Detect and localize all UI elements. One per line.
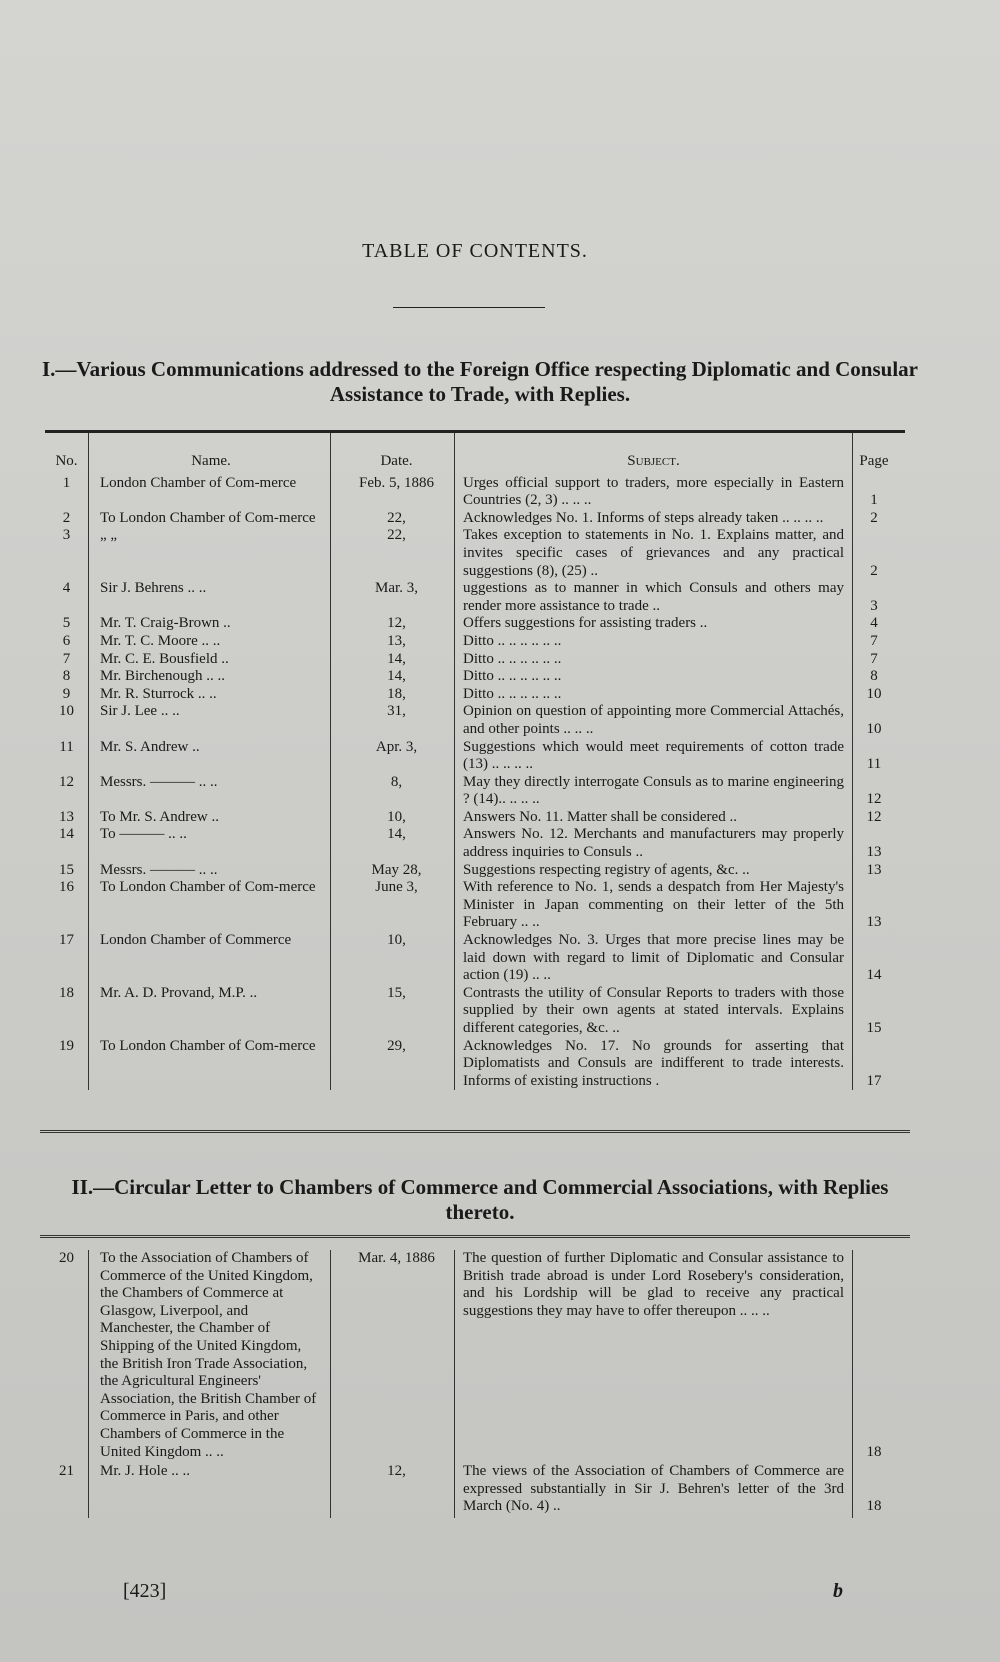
entry-number: 12 — [59, 773, 74, 790]
table-row — [45, 1038, 895, 1091]
entry-number: 20 — [59, 1250, 74, 1266]
entry-page: 18 — [853, 1250, 896, 1463]
entry-name: Sir J. Lee .. .. — [89, 703, 331, 738]
entry-number: 4 — [62, 580, 71, 597]
entry-name: Mr. T. Craig-Brown .. — [89, 615, 331, 633]
entry-page: 12 — [853, 809, 896, 827]
table-row — [45, 615, 895, 633]
table-row — [45, 809, 895, 827]
entry-number: 3 — [62, 527, 71, 544]
entry-number: 6 — [62, 632, 71, 649]
entry-name: Mr. A. D. Provand, M.P. .. — [89, 985, 331, 1038]
entry-name: To ——— .. .. — [89, 826, 331, 861]
entry-number: 13 — [59, 808, 74, 825]
entry-date: 14, — [331, 826, 455, 861]
entry-subject: Suggestions which would meet requirements of cotton trade (13) .. .. .. .. — [455, 739, 853, 774]
entry-subject: Suggestions respecting registry of agents, &c. .. — [455, 862, 853, 880]
table-row — [45, 985, 895, 1038]
entry-name: To Mr. S. Andrew .. — [89, 809, 331, 827]
entry-date: Apr. 3, — [331, 739, 455, 774]
entry-name: London Chamber of Commerce — [89, 932, 331, 985]
entry-name: Mr. R. Sturrock .. .. — [89, 686, 331, 704]
column-header-name: Name. — [89, 433, 331, 475]
entry-date: 15, — [331, 985, 455, 1038]
entry-name: Mr. S. Andrew .. — [89, 739, 331, 774]
entry-page: 18 — [853, 1463, 896, 1518]
column-header-date: Date. — [331, 433, 455, 475]
entry-subject: Ditto .. .. .. .. .. .. — [455, 686, 853, 704]
entry-date: 13, — [331, 633, 455, 651]
table-row — [45, 527, 895, 580]
entry-name: To London Chamber of Com-merce — [89, 510, 331, 528]
entry-number: 18 — [59, 984, 74, 1001]
entry-name: Sir J. Behrens .. .. — [89, 580, 331, 615]
entry-subject: Ditto .. .. .. .. .. .. — [455, 633, 853, 651]
entry-page: 13 — [853, 862, 896, 880]
table-row — [45, 580, 895, 615]
entry-subject: The views of the Association of Chambers of Commerce are expressed substantially in Sir J. Behren's letter of the 3rd March (No. 4) .. — [455, 1463, 853, 1518]
entry-date: 14, — [331, 651, 455, 669]
entry-name: Mr. T. C. Moore .. .. — [89, 633, 331, 651]
table-bottom-rule — [40, 1130, 910, 1133]
table-row — [45, 739, 895, 774]
table-row — [45, 633, 895, 651]
entry-name: Mr. Birchenough .. .. — [89, 668, 331, 686]
entry-page: 10 — [853, 703, 896, 738]
entry-subject: Answers No. 11. Matter shall be considered .. — [455, 809, 853, 827]
section-2-top-rule — [40, 1235, 910, 1238]
entry-subject: Urges official support to traders, more especially in Eastern Countries (2, 3) .. .. .. — [455, 475, 853, 510]
contents-table-section-1 — [45, 433, 895, 1090]
entry-page: 12 — [853, 774, 896, 809]
page-title: TABLE OF CONTENTS. — [362, 240, 588, 262]
entry-number: 2 — [62, 509, 71, 526]
entry-name: Messrs. ——— .. .. — [89, 862, 331, 880]
entry-date: Mar. 3, — [331, 580, 455, 615]
signature-mark: [423] — [123, 1580, 167, 1602]
table-row — [45, 932, 895, 985]
entry-number: 11 — [59, 738, 74, 755]
entry-subject: May they directly interrogate Consuls as to marine engineering ? (14).. .. .. .. — [455, 774, 853, 809]
entry-date: 29, — [331, 1038, 455, 1091]
entry-page: 10 — [853, 686, 896, 704]
entry-subject: Answers No. 12. Merchants and manufacturers may properly address inquiries to Consuls .. — [455, 826, 853, 861]
entry-page: 13 — [853, 826, 896, 861]
column-header-subject: Subject. — [455, 433, 853, 475]
entry-page: 8 — [853, 668, 896, 686]
entry-date: June 3, — [331, 879, 455, 932]
entry-page: 2 — [853, 527, 896, 580]
entry-date: 31, — [331, 703, 455, 738]
table-row — [45, 826, 895, 861]
entry-number: 14 — [59, 826, 74, 843]
entry-date: 10, — [331, 809, 455, 827]
entry-date: 8, — [331, 774, 455, 809]
entry-date: 14, — [331, 668, 455, 686]
entry-subject: The question of further Diplomatic and Consular assistance to British trade abroad is under Lord Rosebery's consideration, and his Lordship will be glad to receive any practical suggestions they may have to offer thereupon .. .. .. — [455, 1250, 853, 1463]
entry-page: 4 — [853, 615, 896, 633]
entry-date: 22, — [331, 510, 455, 528]
entry-subject: With reference to No. 1, sends a despatch from Her Majesty's Minister in Japan commenting on their letter of the 5th February .. .. — [455, 879, 853, 932]
entry-number: 15 — [59, 861, 74, 878]
entry-number: 21 — [59, 1463, 74, 1480]
entry-subject: Offers suggestions for assisting traders .. — [455, 615, 853, 633]
column-header-page: Page — [853, 433, 896, 475]
entry-number: 5 — [62, 615, 71, 632]
table-row — [45, 879, 895, 932]
entry-date: 10, — [331, 932, 455, 985]
entry-date: 22, — [331, 527, 455, 580]
entry-page: 11 — [853, 739, 896, 774]
section-1-heading: I.—Various Communications addressed to the Foreign Office respecting Diplomatic and Consular Assistance to Trade, with Replies. — [42, 357, 918, 406]
entry-subject: Contrasts the utility of Consular Reports to traders with those supplied by their own agents at stated intervals. Explains different categories, &c. .. — [455, 985, 853, 1038]
table-row — [45, 686, 895, 704]
table-row — [45, 510, 895, 528]
table-row — [45, 1250, 895, 1463]
entry-name: „ „ — [89, 527, 331, 580]
title-divider — [393, 307, 545, 308]
entry-name: Mr. J. Hole .. .. — [89, 1463, 331, 1518]
entry-number: 16 — [59, 879, 74, 896]
entry-page: 3 — [853, 580, 896, 615]
entry-page: 15 — [853, 985, 896, 1038]
section-2-heading: II.—Circular Letter to Chambers of Commerce and Commercial Associations, with Replies thereto. — [71, 1175, 889, 1224]
column-header-no: No. — [55, 453, 78, 469]
entry-date: Mar. 4, 1886 — [331, 1250, 455, 1463]
table-header-row — [45, 433, 895, 475]
entry-subject: Opinion on question of appointing more Commercial Attachés, and other points .. .. .. — [455, 703, 853, 738]
entry-number: 9 — [62, 685, 71, 702]
table-row — [45, 862, 895, 880]
table-row — [45, 651, 895, 669]
entry-number: 17 — [59, 932, 74, 949]
table-row — [45, 475, 895, 510]
entry-page: 2 — [853, 510, 896, 528]
table-row — [45, 774, 895, 809]
table-row — [45, 703, 895, 738]
entry-name: To London Chamber of Com-merce — [89, 879, 331, 932]
entry-subject: Ditto .. .. .. .. .. .. — [455, 651, 853, 669]
entry-date: May 28, — [331, 862, 455, 880]
entry-subject: Takes exception to statements in No. 1. Explains matter, and invites specific cases of grievances and any practical suggestions (8), (25) .. — [455, 527, 853, 580]
entry-page: 14 — [853, 932, 896, 985]
entry-page: 1 — [853, 475, 896, 510]
entry-number: 7 — [62, 650, 71, 667]
contents-table-section-2 — [45, 1250, 895, 1518]
table-row — [45, 668, 895, 686]
entry-name: Mr. C. E. Bousfield .. — [89, 651, 331, 669]
entry-name: To the Association of Chambers of Commerce of the United Kingdom, the Chambers of Commerce at Glasgow, Liverpool, and Manchester, the Chamber of Shipping of the United Kingdom, the British Iron Trade Association, the Agricultural Engineers' Association, the British Chamber of Commerce in Paris, and other Chambers of Commerce in the United Kingdom .. .. — [89, 1250, 331, 1463]
entry-subject: Acknowledges No. 3. Urges that more precise lines may be laid down with regard to limit of Diplomatic and Consular action (19) .. .. — [455, 932, 853, 985]
entry-subject: Ditto .. .. .. .. .. .. — [455, 668, 853, 686]
entry-subject: Acknowledges No. 1. Informs of steps already taken .. .. .. .. — [455, 510, 853, 528]
entry-date: 18, — [331, 686, 455, 704]
entry-name: London Chamber of Com-merce — [89, 475, 331, 510]
entry-date: 12, — [331, 615, 455, 633]
entry-page: 13 — [853, 879, 896, 932]
entry-page: 17 — [853, 1038, 896, 1091]
entry-subject: Acknowledges No. 17. No grounds for asserting that Diplomatists and Consuls are indifferent to trade interests. Informs of existing instructions . — [455, 1038, 853, 1091]
table-row — [45, 1463, 895, 1518]
sheet-letter: b — [833, 1580, 843, 1602]
entry-number: 1 — [62, 474, 71, 491]
entry-name: To London Chamber of Com-merce — [89, 1038, 331, 1091]
entry-page: 7 — [853, 633, 896, 651]
entry-date: 12, — [331, 1463, 455, 1518]
entry-number: 19 — [59, 1037, 74, 1054]
entry-date: Feb. 5, 1886 — [331, 475, 455, 510]
entry-name: Messrs. ——— .. .. — [89, 774, 331, 809]
entry-number: 8 — [62, 668, 71, 685]
entry-page: 7 — [853, 651, 896, 669]
entry-number: 10 — [59, 703, 74, 720]
entry-subject: uggestions as to manner in which Consuls and others may render more assistance to trade .. — [455, 580, 853, 615]
